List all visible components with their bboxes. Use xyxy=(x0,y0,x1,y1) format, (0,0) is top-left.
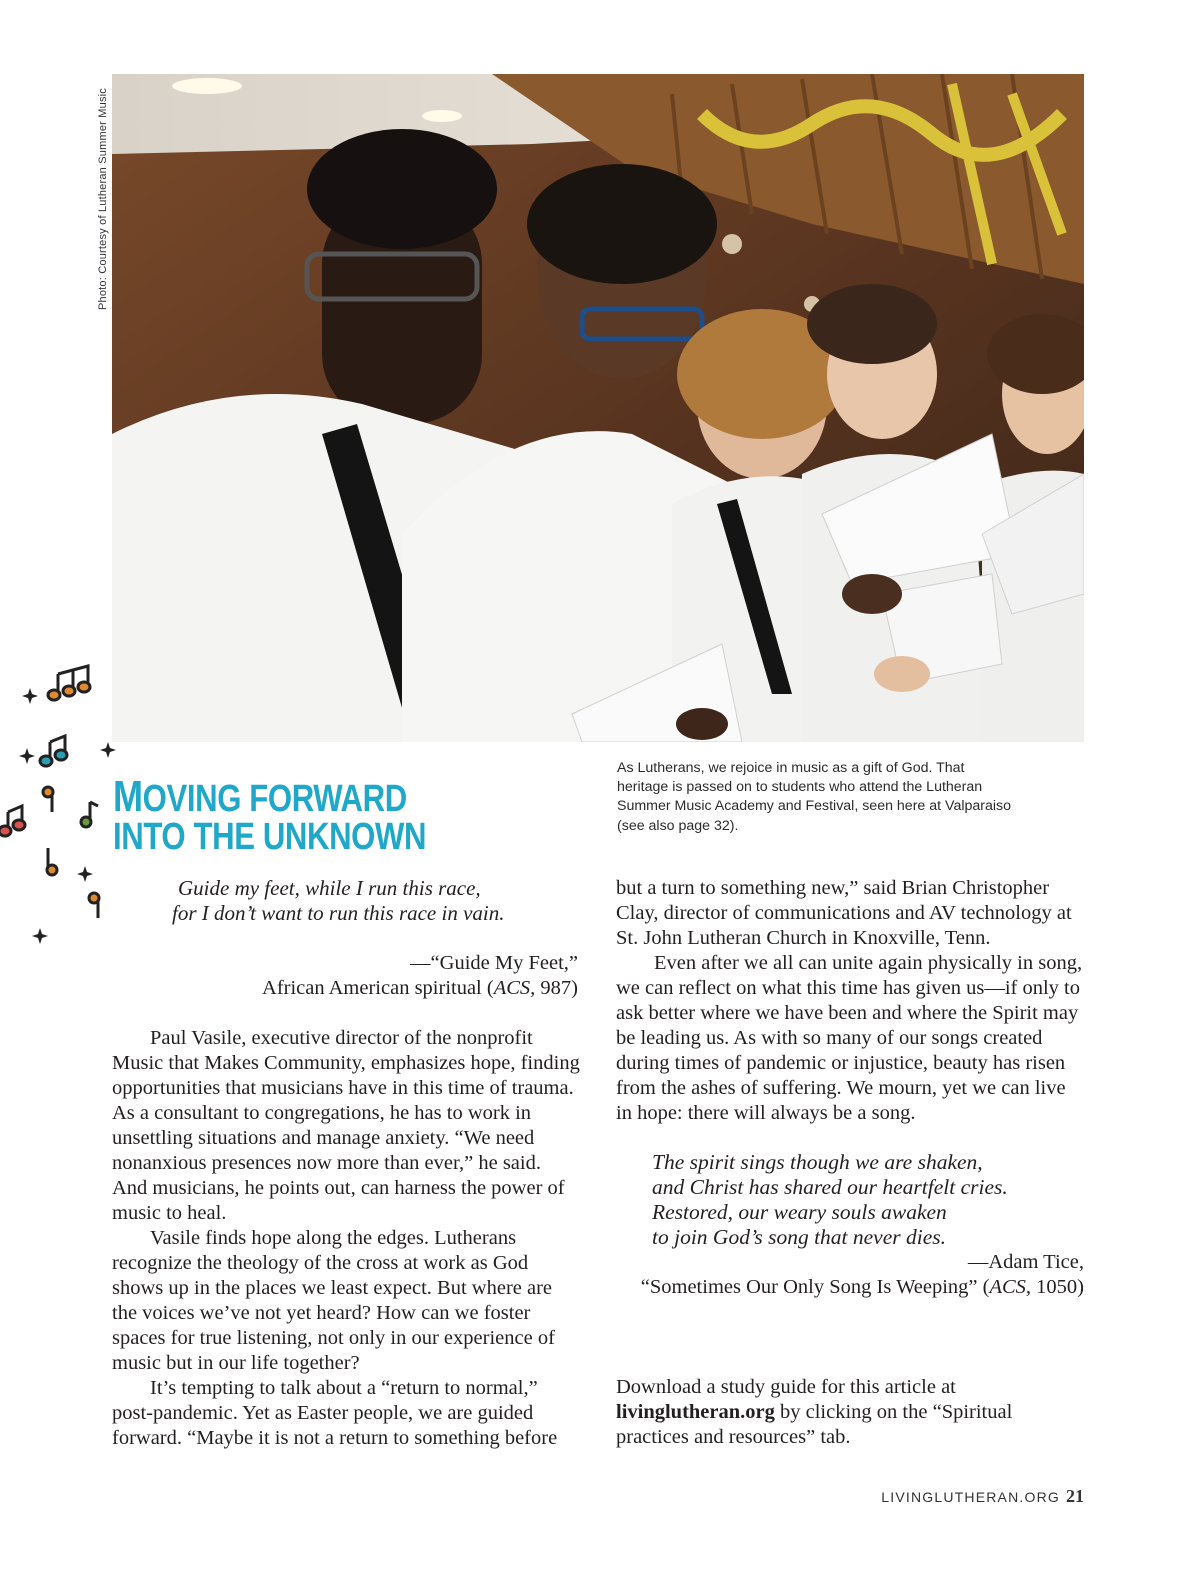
study-guide-note: Download a study guide for this article at livinglutheran.org by clicking on the “Spiritual practices and resources” tab. xyxy=(616,1376,1013,1448)
epigraph-attribution: —“Guide My Feet,” African American spiritual (ACS, 987) xyxy=(262,952,578,999)
page-footer xyxy=(881,1486,1084,1507)
headline-line2: INTO THE UNKNOWN xyxy=(113,816,427,858)
epigraph xyxy=(172,876,592,926)
paragraph: It’s tempting to talk about a “return to normal,” post-pandemic. Yet as Easter people, we are guided forward. “Maybe it is not a return to something before xyxy=(112,1377,558,1449)
epigraph-line2: for I don’t want to run this race in vain. xyxy=(172,901,505,925)
epigraph-line1: Guide my feet, while I run this race, xyxy=(178,876,481,900)
headline-line1: MOVING FORWARD xyxy=(113,772,407,821)
sparkle-icon xyxy=(19,688,116,944)
photo-credit: Photo: Courtesy of Lutheran Summer Music xyxy=(97,88,109,310)
hymn-attribution: —Adam Tice, “Sometimes Our Only Song Is Weeping” (ACS, 1050) xyxy=(640,1251,1084,1298)
paragraph: Even after we all can unite again physically in song, we can reflect on what this time has given us—if only to ask better where we have been and where the Spirit may be leading us. As with so many of our songs created during times of pandemic or injustice, beauty has risen from the ashes of suffering. We mourn, yet we can live in hope: there will always be a song. xyxy=(616,952,1083,1124)
paragraph: Paul Vasile, executive director of the nonprofit Music that Makes Community, emphasizes hope, finding opportunities that musicians have in this time of trauma. As a consultant to congregations, he has to work in unsettling situations and manage anxiety. “We need nonanxious presences now more than ever,” he said. And musicians, he points out, can harness the power of music to heal. xyxy=(112,1027,580,1224)
page-number: 21 xyxy=(1066,1486,1084,1506)
footer-site: LIVINGLUTHERAN.ORG xyxy=(881,1489,1060,1505)
hymn-quote: The spirit sings though we are shaken, and Christ has shared our heartfelt cries. Restored, our weary souls awaken to join God’s song that never dies. xyxy=(652,1150,1008,1249)
paragraph: but a turn to something new,” said Brian Christopher Clay, director of communications and AV technology at St. John Lutheran Church in Knoxville, Tenn. xyxy=(616,877,1072,949)
photo-caption: As Lutherans, we rejoice in music as a gift of God. That heritage is passed on to students who attend the Lutheran Summer Music Academy and Festival, seen here at Valparaiso (see also page 32). xyxy=(617,760,1012,834)
left-column xyxy=(112,1026,580,1451)
music-notes-icon xyxy=(0,650,120,950)
choir-photo xyxy=(112,74,1084,742)
right-column xyxy=(616,876,1084,1126)
headline xyxy=(113,772,427,858)
paragraph: Vasile finds hope along the edges. Lutherans recognize the theology of the cross at work as God shows up in the places we least expect. But where are the voices we’ve not yet heard? How can we foster spaces for true listening, not only in our experience of music but in our life together? xyxy=(112,1227,555,1374)
study-guide-link[interactable]: livinglutheran.org xyxy=(616,1401,775,1423)
